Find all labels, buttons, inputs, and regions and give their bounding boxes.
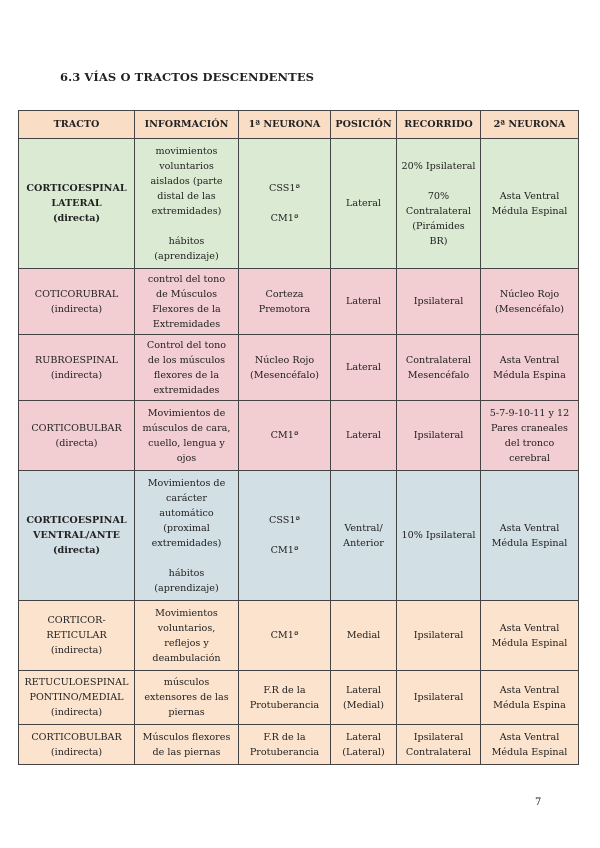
descending-tracts-table bbox=[18, 110, 579, 765]
info-cell bbox=[135, 725, 239, 765]
cell-text: Contralateral bbox=[405, 746, 472, 758]
section-heading: 6.3 VÍAS O TRACTOS DESCENDENTES bbox=[60, 70, 315, 84]
cell-text: Médula Espina bbox=[493, 369, 566, 381]
route-cell bbox=[397, 725, 481, 765]
cell-text: CORTICOBULBAR bbox=[31, 731, 122, 743]
position-cell bbox=[331, 725, 397, 765]
cell-text: LATERAL bbox=[51, 198, 102, 209]
cell-text: CM1ª bbox=[270, 213, 299, 224]
cell-text: de las piernas bbox=[152, 746, 221, 758]
column-header-recorrido: RECORRIDO bbox=[397, 111, 481, 139]
cell-text: Ipsilateral bbox=[413, 630, 464, 641]
cell-text: Asta Ventral bbox=[499, 190, 560, 202]
cell-text: PONTINO/MEDIAL bbox=[29, 692, 124, 703]
position-cell bbox=[331, 139, 397, 269]
cell-text: 20% Ipsilateral bbox=[401, 160, 476, 172]
cell-text: de Músculos bbox=[155, 288, 218, 300]
cell-text: Pares craneales bbox=[491, 422, 568, 434]
column-header-primera-neurona: 1ª NEURONA bbox=[239, 111, 331, 139]
cell-text: Asta Ventral bbox=[499, 522, 560, 534]
tract-cell bbox=[19, 471, 135, 601]
cell-text: hábitos bbox=[168, 235, 205, 247]
cell-text: (indirecta) bbox=[50, 707, 103, 718]
line-gap bbox=[138, 551, 235, 566]
second-neuron-cell bbox=[481, 269, 579, 335]
cell-text: 10% Ipsilateral bbox=[401, 530, 476, 541]
column-header-segunda-neurona: 2ª NEURONA bbox=[481, 111, 579, 139]
cell-text: cuello, lengua y bbox=[148, 437, 225, 449]
column-header-tracto: TRACTO bbox=[19, 111, 135, 139]
cell-text: Ipsilateral bbox=[413, 731, 464, 743]
cell-text: CM1ª bbox=[270, 630, 299, 641]
second-neuron-cell bbox=[481, 671, 579, 725]
cell-text: flexores de la bbox=[153, 369, 220, 381]
cell-text: Medial bbox=[346, 630, 381, 641]
cell-text: (Mesencéfalo) bbox=[495, 303, 564, 315]
cell-text: CORTICOESPINAL bbox=[26, 183, 127, 194]
position-cell bbox=[331, 471, 397, 601]
cell-text: BR) bbox=[429, 235, 448, 247]
info-cell bbox=[135, 269, 239, 335]
cell-text: (Medial) bbox=[343, 699, 384, 711]
cell-text: (aprendizaje) bbox=[154, 250, 219, 262]
cell-text: Médula Espinal bbox=[491, 205, 568, 217]
table-row bbox=[19, 269, 579, 335]
cell-text: RETUCULOESPINAL bbox=[24, 677, 129, 688]
cell-text: piernas bbox=[168, 707, 205, 718]
cell-text: Asta Ventral bbox=[499, 731, 560, 743]
cell-text: (aprendizaje) bbox=[154, 582, 219, 594]
cell-text: CM1ª bbox=[270, 430, 299, 441]
second-neuron-cell bbox=[481, 401, 579, 471]
cell-text: Médula Espinal bbox=[491, 637, 568, 649]
table-header-row bbox=[19, 111, 579, 139]
cell-text: Movimientos de bbox=[147, 407, 226, 419]
cell-text: (Lateral) bbox=[342, 746, 385, 758]
page-number: 7 bbox=[535, 797, 542, 808]
cell-text: extremidades) bbox=[151, 205, 222, 217]
line-gap bbox=[138, 219, 235, 234]
route-cell bbox=[397, 601, 481, 671]
cell-text: Ventral/ bbox=[344, 522, 383, 534]
cell-text: Lateral bbox=[346, 362, 381, 373]
cell-text: (Mesencéfalo) bbox=[250, 369, 319, 381]
table-row bbox=[19, 335, 579, 401]
table-row bbox=[19, 671, 579, 725]
cell-text: Núcleo Rojo bbox=[254, 354, 315, 366]
cell-text: Médula Espinal bbox=[491, 537, 568, 549]
cell-text: RETICULAR bbox=[46, 630, 107, 641]
second-neuron-cell bbox=[481, 471, 579, 601]
table-row bbox=[19, 139, 579, 269]
cell-text: Lateral bbox=[346, 731, 381, 743]
cell-text: VENTRAL/ANTE bbox=[33, 530, 120, 541]
tract-cell bbox=[19, 335, 135, 401]
cell-text: (Pirámides bbox=[412, 220, 465, 232]
line-gap bbox=[400, 174, 477, 189]
cell-text: Médula Espina bbox=[493, 699, 566, 711]
cell-text: carácter bbox=[166, 492, 207, 504]
cell-text: Contralateral bbox=[405, 205, 472, 217]
cell-text: cerebral bbox=[509, 452, 550, 464]
cell-text: CORTICOR- bbox=[47, 615, 106, 626]
cell-text: aislados (parte bbox=[150, 175, 223, 187]
line-gap bbox=[242, 528, 327, 543]
cell-text: hábitos bbox=[168, 567, 205, 579]
cell-text: automático bbox=[159, 507, 214, 519]
cell-text: Lateral bbox=[346, 684, 381, 696]
first-neuron-cell bbox=[239, 269, 331, 335]
cell-text: (indirecta) bbox=[50, 369, 103, 381]
cell-text: 5-7-9-10-11 y 12 bbox=[489, 407, 570, 419]
cell-text: RUBROESPINAL bbox=[35, 354, 118, 366]
cell-text: CM1ª bbox=[270, 545, 299, 556]
cell-text: (indirecta) bbox=[50, 645, 103, 656]
cell-text: músculos bbox=[163, 677, 210, 688]
cell-text: extremidades) bbox=[151, 537, 222, 549]
cell-text: músculos de cara, bbox=[142, 422, 231, 434]
first-neuron-cell bbox=[239, 139, 331, 269]
info-cell bbox=[135, 601, 239, 671]
cell-text: extremidades bbox=[153, 384, 220, 396]
cell-text: Anterior bbox=[343, 537, 384, 549]
table-row bbox=[19, 725, 579, 765]
cell-text: CORTICOBULBAR bbox=[31, 422, 122, 434]
cell-text: (proximal bbox=[163, 522, 210, 534]
cell-text: Lateral bbox=[346, 430, 381, 441]
cell-text: Extremidades bbox=[152, 318, 221, 330]
second-neuron-cell bbox=[481, 601, 579, 671]
tract-cell bbox=[19, 671, 135, 725]
cell-text: Movimientos bbox=[155, 607, 218, 619]
cell-text: control del tono bbox=[147, 273, 226, 285]
cell-text: Asta Ventral bbox=[499, 622, 560, 634]
cell-text: F.R de la bbox=[263, 731, 306, 743]
cell-text: Ipsilateral bbox=[413, 692, 464, 703]
cell-text: Ipsilateral bbox=[413, 430, 464, 441]
cell-text: distal de las bbox=[157, 190, 216, 202]
tract-cell bbox=[19, 601, 135, 671]
cell-text: movimientos bbox=[155, 145, 218, 157]
route-cell bbox=[397, 671, 481, 725]
info-cell bbox=[135, 671, 239, 725]
position-cell bbox=[331, 401, 397, 471]
table-row bbox=[19, 401, 579, 471]
cell-text: Contralateral bbox=[405, 354, 472, 366]
second-neuron-cell bbox=[481, 139, 579, 269]
cell-text: deambulación bbox=[152, 652, 221, 664]
cell-text: Ipsilateral bbox=[413, 296, 464, 307]
cell-text: COTICORUBRAL bbox=[34, 288, 119, 300]
cell-text: reflejos y bbox=[164, 637, 209, 649]
second-neuron-cell bbox=[481, 335, 579, 401]
cell-text: Flexores de la bbox=[152, 303, 221, 315]
cell-text: Lateral bbox=[346, 296, 381, 307]
position-cell bbox=[331, 671, 397, 725]
cell-text: Asta Ventral bbox=[499, 684, 560, 696]
info-cell bbox=[135, 335, 239, 401]
cell-text: voluntarios bbox=[159, 160, 214, 172]
table-row bbox=[19, 601, 579, 671]
column-header-informacion: INFORMACIÓN bbox=[135, 111, 239, 139]
route-cell bbox=[397, 401, 481, 471]
cell-text: Premotora bbox=[258, 303, 311, 315]
cell-text: Núcleo Rojo bbox=[499, 288, 560, 300]
table-row bbox=[19, 471, 579, 601]
cell-text: extensores de las bbox=[144, 692, 229, 703]
cell-text: Corteza bbox=[265, 288, 304, 300]
cell-text: CORTICOESPINAL bbox=[26, 515, 127, 526]
first-neuron-cell bbox=[239, 671, 331, 725]
cell-text: (directa) bbox=[52, 213, 101, 224]
cell-text: CSS1ª bbox=[269, 515, 300, 526]
cell-text: Protuberancia bbox=[249, 746, 320, 758]
line-gap bbox=[242, 196, 327, 211]
cell-text: (indirecta) bbox=[50, 746, 103, 758]
cell-text: (directa) bbox=[52, 545, 101, 556]
route-cell bbox=[397, 471, 481, 601]
info-cell bbox=[135, 401, 239, 471]
route-cell bbox=[397, 269, 481, 335]
tract-cell bbox=[19, 725, 135, 765]
column-header-posicion: POSICIÓN bbox=[331, 111, 397, 139]
cell-text: Control del tono bbox=[146, 339, 227, 351]
cell-text: CSS1ª bbox=[269, 183, 300, 194]
tract-cell bbox=[19, 401, 135, 471]
first-neuron-cell bbox=[239, 335, 331, 401]
cell-text: ojos bbox=[176, 452, 197, 464]
cell-text: Mesencéfalo bbox=[407, 369, 470, 381]
cell-text: Asta Ventral bbox=[499, 354, 560, 366]
info-cell bbox=[135, 139, 239, 269]
cell-text: de los músculos bbox=[147, 354, 226, 366]
cell-text: Médula Espinal bbox=[491, 746, 568, 758]
first-neuron-cell bbox=[239, 471, 331, 601]
route-cell bbox=[397, 139, 481, 269]
cell-text: 70% bbox=[427, 190, 450, 202]
first-neuron-cell bbox=[239, 601, 331, 671]
first-neuron-cell bbox=[239, 401, 331, 471]
route-cell bbox=[397, 335, 481, 401]
cell-text: Músculos flexores bbox=[142, 731, 231, 743]
cell-text: Movimientos de bbox=[147, 477, 226, 489]
position-cell bbox=[331, 601, 397, 671]
cell-text: Protuberancia bbox=[249, 699, 320, 711]
cell-text: F.R de la bbox=[263, 684, 306, 696]
cell-text: (indirecta) bbox=[50, 303, 103, 315]
position-cell bbox=[331, 269, 397, 335]
cell-text: del tronco bbox=[504, 437, 555, 449]
info-cell bbox=[135, 471, 239, 601]
cell-text: (directa) bbox=[55, 437, 98, 449]
tract-cell bbox=[19, 139, 135, 269]
cell-text: voluntarios, bbox=[157, 622, 216, 634]
tract-cell bbox=[19, 269, 135, 335]
first-neuron-cell bbox=[239, 725, 331, 765]
second-neuron-cell bbox=[481, 725, 579, 765]
cell-text: Lateral bbox=[346, 198, 381, 209]
position-cell bbox=[331, 335, 397, 401]
